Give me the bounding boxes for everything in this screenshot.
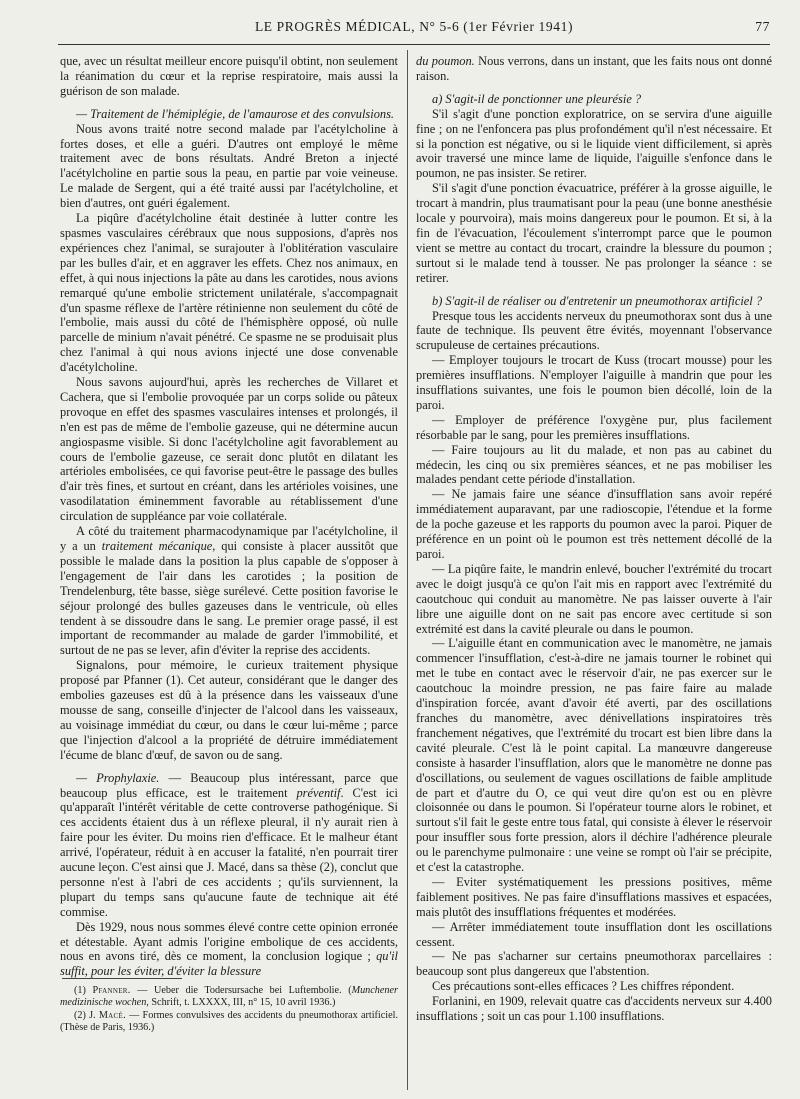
heading-text: b) S'agit-il de réaliser ou d'entretenir un pneumothorax artificiel ?	[432, 293, 763, 308]
author: Pfanner.	[92, 985, 131, 996]
emphasis: Munchener medizinische wochen,	[60, 985, 398, 1009]
paragraph: Nous savons aujourd'hui, après les recherches de Villaret et Cachera, que si l'embolie provoquée par un corps solide ou pâteux provoque en effet des spasmes vasculaires intenses et prolongés, il n'en est pas de même de l'embolie gazeuse, qui ne détermine aucun angiospasme visible. Si donc l'acétylcholine agit favorablement au cours de l'embolie gazeuse, ce serait donc plutôt en dilatant les artérioles embolisées, ce qui favorise peut-être le passage des bulles d'air très fines, et surtout en créant, dans les artérioles voisines, une vasodilatation éminemment favorable au rétablissement d'une circulation de suppléance par voie collatérale.	[60, 375, 398, 524]
header-rule	[58, 44, 770, 45]
section-heading-treatment	[60, 107, 398, 122]
heading-text: a) S'agit-il de ponctionner une pleurésie ?	[432, 91, 642, 106]
emphasis: préventif	[296, 785, 341, 800]
emphasis: du poumon.	[416, 54, 475, 68]
paragraph-prophylaxie	[60, 771, 398, 920]
running-header	[58, 19, 770, 39]
heading-text: — Traitement de l'hémiplégie, de l'amaurose et des convulsions.	[76, 106, 394, 121]
footnote-1	[60, 985, 398, 1010]
paragraph: — Ne pas s'acharner sur certains pneumothorax parcellaires : beaucoup sont plus dangereux que l'abstention.	[416, 949, 772, 979]
column-separator	[407, 50, 408, 1090]
paragraph	[60, 524, 398, 658]
author: Macé.	[98, 1009, 126, 1021]
text: Dès 1929, nous nous sommes élevé contre cette opinion erronée et détestable. Ayant admis l'origine embolique de ces accidents, nous en avons tiré, dès ce moment, la conclusion logique ;	[60, 919, 398, 964]
paragraph: — Employer toujours le trocart de Kuss (trocart mousse) pour les premières insufflations. N'employer l'aiguille à mandrin que pour les insufflations suivantes, une fois le poumon bien décollé, loin de la paroi.	[416, 353, 772, 412]
paragraph: Nous avons traité notre second malade par l'acétylcholine à fortes doses, et elle a guéri. D'autres ont employé le même traitement avec de bons résultats. André Breton a injecté l'acétylcholine en partie sous la peau, en partie par voie veineuse. Le malade de Sergent, qui a été traité aussi par l'acétylcholine, et bien d'autres, ont guéri également.	[60, 121, 398, 211]
text: (2) J.	[74, 1009, 99, 1021]
page-number: 77	[755, 19, 770, 34]
footnote-2	[60, 1010, 398, 1035]
footnotes	[60, 985, 398, 1035]
paragraph	[416, 54, 772, 84]
section-heading-b	[416, 294, 772, 309]
paragraph: — Employer de préférence l'oxygène pur, plus facilement résorbable par le sang, pour les premières insufflations.	[416, 412, 772, 442]
paragraph: S'il s'agit d'une ponction évacuatrice, préférer à la grosse aiguille, le trocart à mandrin, plus traumatisant pour la peau (une bonne anesthésie locale y pourvoira), mais moins dangereux pour le poumon. Et si, à la fin de l'évacuation, l'écoulement s'interrompt parce que le poumon vient se mettre au contact du trocart, craindre la blessure du poumon ; surtout si le malade tend à tousser. Ne pas prolonger la séance : se retirer.	[416, 181, 772, 285]
text: (1)	[74, 985, 93, 996]
paragraph: Signalons, pour mémoire, le curieux traitement physique proposé par Pfanner (1). Cet auteur, considérant que le danger des embolies gazeuses est dû à la présence dans les vaisseaux d'une mousse de sang, conseille d'injecter de l'alcool dans les vaisseaux, au voisinage immédiat du cœur, ou dans le cœur lui-même ; parce que l'injection d'alcool a la propriété de détruire immédiatement l'écume de blanc d'œuf, de savon ou de sang.	[60, 658, 398, 762]
paragraph: que, avec un résultat meilleur encore puisqu'il obtint, non seulement la réanimation du cœur et la reprise respiratoire, mais aussi la guérison de son malade.	[60, 54, 398, 98]
paragraph: Ces précautions sont-elles efficaces ? Les chiffres répondent.	[432, 979, 735, 994]
paragraph: Presque tous les accidents nerveux du pneumothorax sont dus à une faute de technique. Ils peuvent être évités, moyennant l'observance scrupuleuse de certaines précautions.	[416, 308, 772, 353]
emphasis: traitement mécanique	[101, 539, 213, 553]
text: . C'est ici qu'apparaît l'intérêt véritable de cette controverse pathogénique. Si ces accidents étaient dus à un réflexe pleural, il n'y aurait rien à faire pour les éviter. Du moins rien d'efficace. Et le malheur étant arrivé, l'opérateur, réduit à en accuser la fatalité, n'en pourrait tirer aucune leçon. C'est ainsi que J. Macé, dans sa thèse (2), conclut que personne n'est à l'abri de ces accidents ; qu'ils surviennent, la plupart du temps sans qu'aucune faute de technique ait été commise.	[60, 785, 398, 919]
text: Nous verrons, dans un instant, que les faits nous ont donné raison.	[416, 54, 772, 83]
paragraph: — Eviter systématiquement les pressions positives, même faiblement positives. Ne pas faire d'insufflations massives et espacées, mais plutôt des insufflations fréquentes et modérées.	[416, 874, 772, 919]
paragraph: — L'aiguille étant en communication avec le manomètre, ne jamais commencer l'insufflation, c'est-à-dire ne jamais tourner le robinet qui met le tube en contact avec le réservoir d'air, ne pas exercer sur le caoutchouc la moindre pression, ne pas faire faire au malade d'inspiration forcée, avant d'avoir été averti, par des oscillations franches du manomètre, avec dénivellations inspiratoires très franchement négatives, que l'extrémité du trocart est bien libre dans la cavité pleurale. C'est là le point capital. La manœuvre dangereuse consiste à hasarder l'insufflation, alors que le manomètre ne donne pas d'oscillations, ou seulement de vagues oscillations de faible amplitude de part et d'autre du O, ce qui veut dire qu'on est ou en plèvre cloisonnée ou dans le poumon. Si l'opérateur tourne alors le robinet, et surtout s'il fait le geste entre tous fatal, qui consiste à élever le réservoir pour insuffler sous forte pression, alors il déchire l'adhérence pleurale ou le parenchyme pulmonaire : une veine se rompt où l'air se précipite, et c'est la catastrophe.	[416, 636, 772, 875]
footnote-rule	[62, 978, 182, 979]
paragraph: — Faire toujours au lit du malade, et non pas au cabinet du médecin, les cinq ou six premières séances, et ne pas mobiliser les malades pendant cette période d'installation.	[416, 442, 772, 487]
journal-title: LE PROGRÈS MÉDICAL, N° 5-6 (1er Février 1941)	[254, 19, 574, 34]
emphasis: qu'il suffit, pour les éviter, d'éviter la blessure	[60, 949, 398, 979]
text: , qui consiste à placer aussitôt que possible le malade dans la position la plus capable de s'opposer à l'engagement de l'air dans les carotides ; la position de Trendelenburg, tête basse, siège surélevé. Cette position favorise le séjour prolongé des bulles gazeuses dans le ventricule, où elles tendent à se dissoudre dans le sang. Le premier orage passé, il est important de recommander au malade de garder l'immobilité, et surtout de ne pas se lever, afin d'éviter la reprise des accidents.	[60, 539, 398, 658]
text: — Formes convulsives des accidents du pneumothorax artificiel. (Thèse de Paris, 1936.)	[60, 1009, 398, 1034]
paragraph	[60, 920, 398, 980]
section-heading-a	[416, 92, 772, 107]
text: — Ueber die Todersursache bei Luftembolie. (	[130, 985, 352, 996]
paragraph: — Ne jamais faire une séance d'insufflation sans avoir repéré immédiatement auparavant, par une radioscopie, l'étendue et la forme de la poche gazeuse et les rapports du poumon avec la paroi. Piquer de préférence en un point où le poumon est très nettement décollé de la paroi.	[416, 487, 772, 561]
text: — Beaucoup plus intéressant, parce que beaucoup plus efficace, est le traitement	[60, 770, 398, 800]
text: Schrift, t. LXXXX, III, n° 15, 10 avril 1936.)	[148, 997, 336, 1009]
paragraph: S'il s'agit d'une ponction exploratrice, on se servira d'une aiguille fine ; on ne l'enfoncera pas plus profondément qu'il n'est nécessaire. Et si la ponction est négative, ou si le liquide vient difficilement, si après avoir traversé une mince lame de liquide, l'aiguille s'enfonce dans le poumon, ne pas insister. Se retirer.	[416, 106, 772, 181]
left-column	[60, 54, 398, 979]
text: A côté du traitement pharmacodynamique par l'acétylcholine, il y a un	[60, 524, 398, 553]
right-column	[416, 54, 772, 1024]
heading-text: — Prophylaxie.	[76, 770, 160, 785]
paragraph: La piqûre d'acétylcholine était destinée à lutter contre les spasmes vasculaires cérébraux que nous supposions, d'après nos expériences chez l'animal, se surajouter à l'oblitération vasculaire par les bulles d'air, et en aggraver les effets. Chez nos animaux, en effet, à qui nous injections la pâte au dans les carotides, nous avions remarqué qu'une embolie strictement unilatérale, s'accompagnait d'un spasme réflexe de l'artère rétinienne non seulement du côté de l'embolie, mais aussi du côté de l'hémisphère opposé, où nulle parcelle de minium n'avait pénétré. Ce spasme ne se produisait plus chez l'animal à qui nous avions injecté une dose convenable d'acétylcholine.	[60, 211, 398, 375]
paragraph: — Arrêter immédiatement toute insufflation dont les oscillations cessent.	[416, 919, 772, 949]
paragraph: Forlanini, en 1909, relevait quatre cas d'accidents nerveux sur 4.400 insufflations ; soit un cas pour 1.100 insufflations.	[416, 994, 772, 1024]
paragraph: — La piqûre faite, le mandrin enlevé, boucher l'extrémité du trocart avec le doigt jusqu'à ce qu'on l'ait mis en rapport avec l'extrémité du caoutchouc qui conduit au manomètre. Ne pas laisser ouverte à l'air libre une aiguille dont on ne sait pas encore avec certitude si son extrémité est dans la cavité pleurale ou dans le poumon.	[416, 561, 772, 636]
